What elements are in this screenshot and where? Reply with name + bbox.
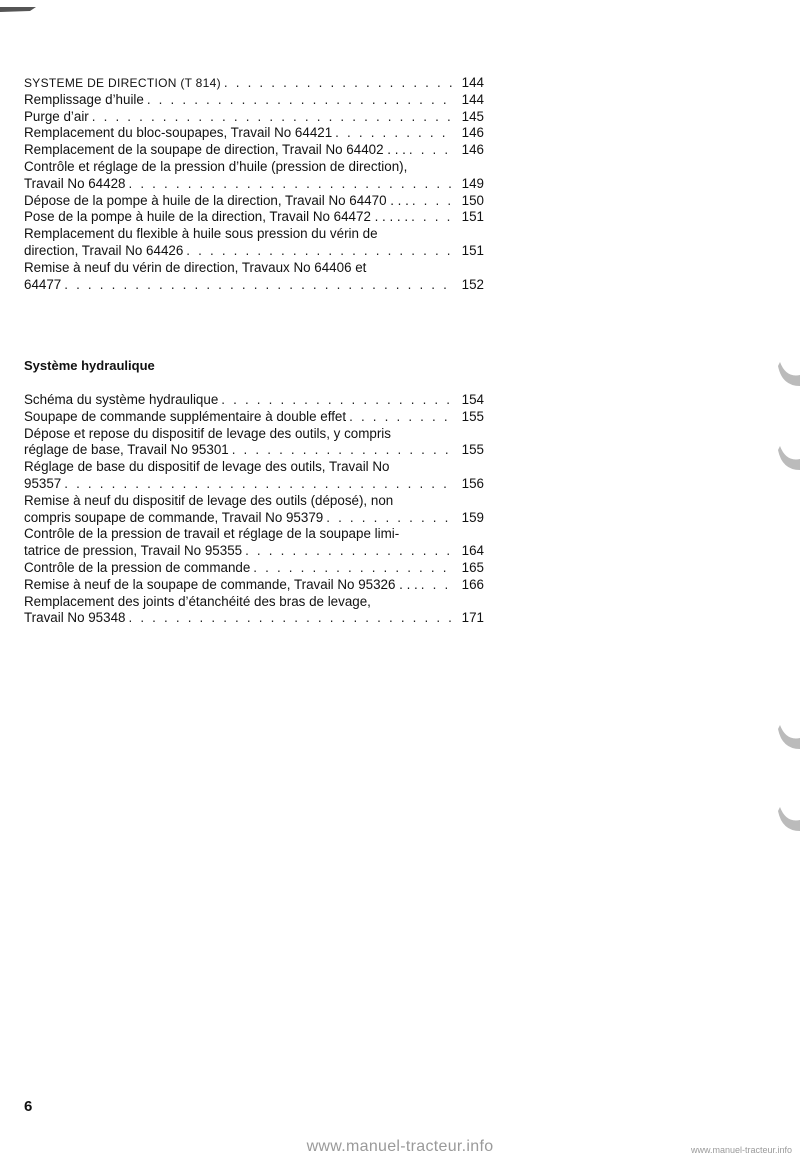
- toc-entry-text: Réglage de base du dispositif de levage des outils, Travail No: [24, 459, 390, 475]
- toc-entry-line: [24, 510, 484, 527]
- leader-dots: [245, 543, 452, 560]
- toc-entry: [24, 92, 484, 109]
- toc-entry-text: Contrôle de la pression de commande: [24, 559, 251, 575]
- toc-entry-text: Remplacement des joints d’étanchéité des bras de levage,: [24, 593, 371, 609]
- toc-entry: [24, 142, 484, 159]
- toc-entry-line: [24, 243, 484, 260]
- toc-entry-text: Travail No 64428: [24, 175, 126, 191]
- leader-dots: [421, 577, 452, 594]
- page-ref: 146: [461, 142, 484, 158]
- toc-entry-text: Soupape de commande supplémentaire à double effet: [24, 408, 347, 424]
- leader-dots: [186, 243, 452, 260]
- toc-entry: [24, 109, 484, 126]
- leader-dots: [349, 409, 452, 426]
- leader-dots: [326, 510, 452, 527]
- toc-entry-line: [24, 392, 484, 409]
- corner-mark: [0, 0, 40, 6]
- toc-entry-line: [24, 142, 484, 159]
- toc-entry-text: Dépose et repose du dispositif de levage des outils, y compris: [24, 425, 391, 441]
- page-ref: 144: [461, 91, 484, 107]
- leader-dots: [409, 142, 452, 159]
- toc-entry: [24, 209, 484, 226]
- steering-toc: [24, 75, 484, 293]
- binder-hole-2: [778, 446, 800, 470]
- steering-entries: [24, 92, 484, 294]
- toc-entry-line: [24, 543, 484, 560]
- page-number: 6: [24, 1098, 33, 1115]
- hydraulic-toc: [24, 392, 484, 627]
- leader-dots: [147, 92, 452, 109]
- toc-entry: [24, 459, 484, 493]
- toc-entry: [24, 409, 484, 426]
- toc-entry-text: Dépose de la pompe à huile de la direction, Travail No 64470 . . .: [24, 192, 409, 208]
- binder-holes: [760, 0, 800, 1164]
- footer-watermark: www.manuel-tracteur.info: [306, 1138, 494, 1155]
- toc-entry: [24, 260, 484, 294]
- toc-entry-line: [24, 193, 484, 210]
- toc-entry-line: [24, 176, 484, 193]
- leader-dots: [128, 610, 452, 627]
- toc-entry-text: Remplacement de la soupape de direction, Travail No 64402 . . .: [24, 142, 406, 158]
- hydraulic-heading: Système hydraulique: [24, 358, 155, 373]
- binder-hole-3: [778, 725, 800, 749]
- page-ref: 146: [461, 125, 484, 141]
- toc-entry: [24, 526, 484, 560]
- toc-entry-text: 95357: [24, 475, 62, 491]
- leader-dots: [335, 125, 452, 142]
- page-ref: 159: [461, 509, 484, 525]
- toc-entry-line: [24, 277, 484, 294]
- page-ref: 166: [461, 576, 484, 592]
- page-ref: 150: [461, 192, 484, 208]
- leader-dots: [64, 277, 452, 294]
- leader-dots: [128, 176, 452, 193]
- toc-entry-text: Remise à neuf du vérin de direction, Travaux No 64406 et: [24, 259, 367, 275]
- toc-entry-text: Pose de la pompe à huile de la direction, Travail No 64472 . . . . .: [24, 209, 409, 225]
- toc-entry-text: Contrôle et réglage de la pression d’huile (pression de direction),: [24, 158, 408, 174]
- hydraulic-entries: [24, 392, 484, 627]
- toc-entry-text: 64477: [24, 276, 62, 292]
- page-ref: 156: [461, 475, 484, 491]
- toc-entry-text: Remise à neuf du dispositif de levage des outils (déposé), non: [24, 492, 394, 508]
- toc-entry: [24, 159, 484, 193]
- page-ref: 155: [461, 442, 484, 458]
- toc-entry-text: direction, Travail No 64426: [24, 242, 184, 258]
- toc-entry: [24, 226, 484, 260]
- toc-entry-line: [24, 442, 484, 459]
- toc-entry: [24, 193, 484, 210]
- steering-heading-entry: [24, 75, 484, 92]
- toc-entry-text: Remplacement du flexible à huile sous pression du vérin de: [24, 226, 378, 242]
- page-ref: 144: [461, 75, 484, 90]
- toc-entry-line: [24, 476, 484, 493]
- binder-hole-4: [778, 807, 800, 831]
- leader-dots: [232, 442, 452, 459]
- toc-entry-line: [24, 125, 484, 142]
- page-ref: 149: [461, 175, 484, 191]
- toc-entry: [24, 392, 484, 409]
- toc-entry: [24, 125, 484, 142]
- page-ref: 145: [461, 108, 484, 124]
- toc-entry-text: Schéma du système hydraulique: [24, 392, 219, 407]
- leader-dots: [411, 209, 452, 226]
- toc-entry-text: Remise à neuf de la soupape de commande, Travail No 95326 . . .: [24, 576, 418, 592]
- toc-entry-text: tatrice de pression, Travail No 95355: [24, 543, 243, 559]
- leader-dots: [92, 109, 452, 126]
- toc-entry: [24, 560, 484, 577]
- leader-dots: [412, 193, 452, 210]
- toc-entry: [24, 577, 484, 594]
- toc-entry-line: [24, 209, 484, 226]
- toc-entry-line: [24, 109, 484, 126]
- page-ref: 155: [461, 408, 484, 424]
- toc-entry-text: Remplacement du bloc-soupapes, Travail No 64421: [24, 125, 333, 141]
- toc-entry-line: [24, 92, 484, 109]
- toc-entry-line: [24, 409, 484, 426]
- leader-dots: [224, 75, 452, 92]
- toc-entry-line: [24, 577, 484, 594]
- binder-hole-1: [778, 362, 800, 386]
- page-ref: 151: [461, 209, 484, 225]
- toc-entry: [24, 594, 484, 628]
- toc-entry-text: Purge d’air: [24, 108, 89, 124]
- toc-entry: [24, 493, 484, 527]
- toc-entry-text: Remplissage d’huile: [24, 91, 144, 107]
- leader-dots: [253, 560, 452, 577]
- page-ref: 154: [461, 392, 484, 407]
- toc-entry-text: réglage de base, Travail No 95301: [24, 442, 229, 458]
- toc-entry-text: compris soupape de commande, Travail No 95379: [24, 509, 324, 525]
- toc-entry: [24, 426, 484, 460]
- footer-watermark-small: www.manuel-tracteur.info: [690, 1145, 792, 1155]
- page-ref: 171: [461, 610, 484, 626]
- toc-entry-text: Contrôle de la pression de travail et réglage de la soupape limi-: [24, 526, 400, 542]
- steering-heading: SYSTEME DE DIRECTION (T 814): [24, 76, 221, 90]
- page-ref: 152: [461, 276, 484, 292]
- leader-dots: [221, 392, 452, 409]
- toc-entry-text: Travail No 95348: [24, 610, 126, 626]
- toc-entry-line: [24, 560, 484, 577]
- toc-entry-line: [24, 610, 484, 627]
- leader-dots: [64, 476, 452, 493]
- page-ref: 164: [461, 543, 484, 559]
- page-ref: 151: [461, 242, 484, 258]
- page-ref: 165: [461, 559, 484, 575]
